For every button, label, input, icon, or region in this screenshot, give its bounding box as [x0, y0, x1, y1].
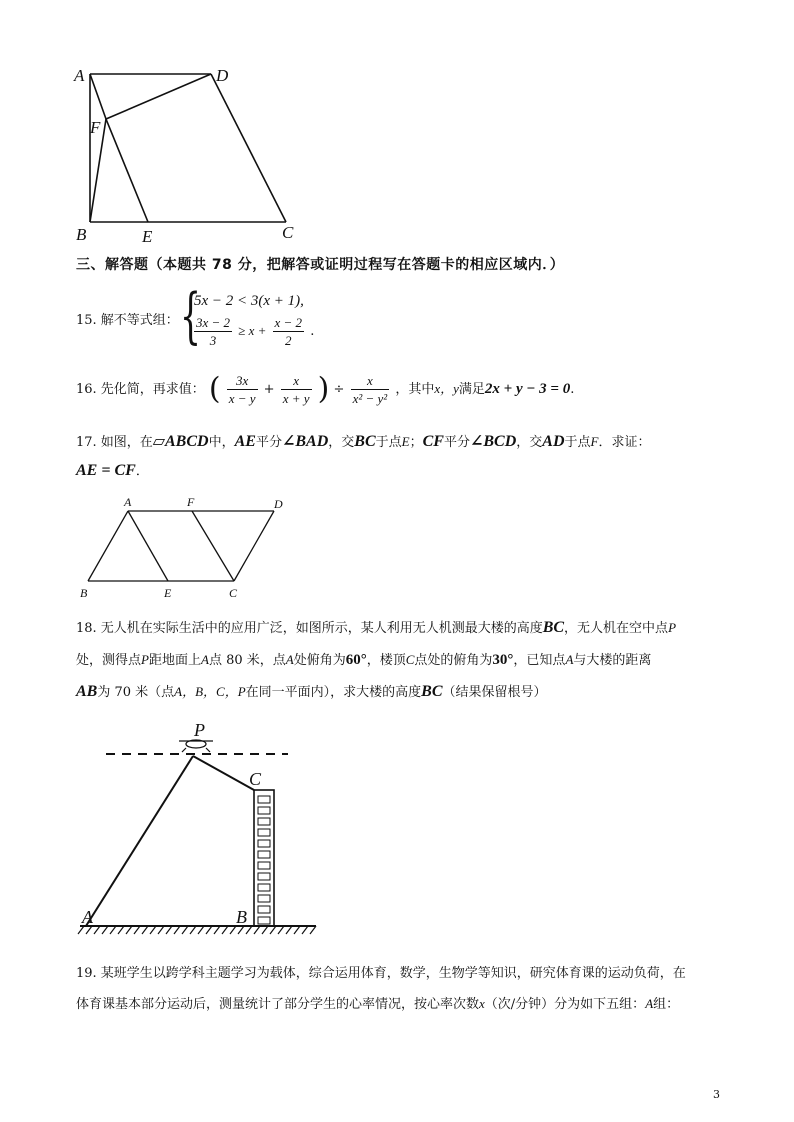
math-point: P: [141, 652, 149, 667]
math-angle: ∠BAD: [281, 433, 329, 450]
math-point: A: [565, 652, 574, 667]
figure-quadrilateral: [70, 62, 310, 247]
q15-line1: [194, 290, 304, 313]
label-F: F: [187, 495, 195, 509]
fraction: [273, 314, 305, 349]
math-point: C: [405, 652, 415, 667]
numerator: 3x − 2: [196, 315, 231, 330]
segment-AB: [88, 511, 128, 581]
text: ．求证：: [598, 435, 651, 450]
denominator: x² − y²: [352, 391, 388, 406]
math-group: A: [645, 996, 654, 1011]
math-angle: ∠BCD: [469, 433, 517, 450]
text: ，楼顶: [366, 653, 406, 668]
period: .: [310, 324, 315, 339]
question-19-line1: [76, 963, 746, 985]
text: 于点: [375, 435, 402, 450]
quadrilateral-svg: [70, 62, 310, 247]
numerator: x: [281, 372, 312, 390]
text: 在同一平面内），求大楼的高度: [245, 685, 422, 700]
question-18-line3: [76, 681, 736, 704]
math-conclusion: AE = CF: [76, 462, 136, 479]
question-18-line2: [76, 649, 746, 672]
math-ae: AE: [234, 433, 256, 450]
figure-parallelogram: [74, 494, 294, 606]
equation: 2x + y − 3 = 0: [484, 381, 571, 397]
math-points: A，B，C，P: [174, 684, 246, 699]
segment-DC: [234, 511, 274, 581]
period: ．: [135, 464, 149, 479]
text: 某班学生以跨学科主题学习为载体，综合运用体育，数学，生物学等知识，研究体育课的运动负荷，在: [100, 966, 686, 981]
text: 如图，在: [100, 435, 153, 450]
math-angle-30: 30°: [492, 652, 514, 668]
fraction: [351, 372, 390, 407]
question-number: 15.: [76, 313, 97, 328]
denominator: x − y: [228, 391, 256, 406]
line-PC: [193, 756, 254, 790]
math-point: F: [590, 434, 599, 449]
segment-AF: [90, 74, 106, 119]
question-17-conclusion: [76, 460, 149, 483]
text: 为 70 米（点: [97, 685, 175, 700]
label-E: E: [142, 227, 153, 246]
text: 无人机在实际生活中的应用广泛，如图所示，某人利用无人机测最大楼的高度: [100, 621, 543, 636]
variables: x，y: [434, 381, 459, 396]
denominator: x + y: [282, 391, 310, 406]
segment-FD: [106, 74, 211, 119]
text: 与大楼的距离: [573, 653, 652, 668]
math-bc: BC: [542, 619, 565, 636]
text: 点 80 米，点: [208, 653, 286, 668]
fraction: [194, 314, 232, 349]
label-C: C: [229, 586, 238, 600]
math-point: E: [401, 434, 410, 449]
text: ；: [409, 435, 423, 450]
math-point: P: [668, 620, 677, 635]
label-A: A: [74, 66, 85, 85]
label-F: F: [90, 118, 101, 137]
math-bc: BC: [354, 433, 376, 450]
question-prompt: 先化简，再求值：: [100, 382, 205, 397]
text: 处，测得点: [76, 653, 142, 668]
label-B: B: [76, 225, 87, 244]
q15-line2: [192, 314, 314, 349]
parallelogram-svg: [74, 494, 294, 606]
label-D: D: [274, 497, 283, 511]
condition-text: 满足: [458, 382, 485, 397]
text: 平分: [443, 435, 470, 450]
math-ab: AB: [76, 683, 98, 700]
line-PA: [86, 756, 193, 926]
math-cf: CF: [422, 433, 444, 450]
drone-icon: [179, 740, 213, 752]
question-19-line2: [76, 993, 746, 1016]
math-point: A: [285, 652, 294, 667]
segment-FC: [192, 511, 234, 581]
math-point: A: [200, 652, 209, 667]
paren-close: ): [317, 371, 330, 407]
question-16: [76, 372, 574, 407]
denominator: 3: [209, 333, 217, 348]
label-E: E: [164, 586, 172, 600]
text: ，交: [328, 435, 355, 450]
segment-FE: [106, 119, 148, 222]
text: 距地面上: [148, 653, 201, 668]
inequality-2-middle: ≥ x +: [238, 323, 267, 338]
question-15: [76, 310, 179, 332]
period: .: [570, 382, 575, 397]
text: 体育课基本部分运动后，测量统计了部分学生的心率情况，按心率次数: [76, 997, 480, 1012]
label-D: D: [216, 66, 229, 85]
divide-sign: ÷: [333, 382, 345, 397]
text: 处俯角为: [293, 653, 346, 668]
text: 于点: [564, 435, 591, 450]
question-prompt: 解不等式组：: [100, 313, 179, 328]
text: ，交: [516, 435, 543, 450]
math-parallelogram: ▱ABCD: [152, 433, 209, 450]
label-C: C: [282, 223, 294, 242]
label-A: A: [82, 907, 93, 927]
math-angle-60: 60°: [345, 652, 367, 668]
inequality-1: 5x − 2 < 3(x + 1),: [194, 293, 304, 309]
text: （次/分钟）分为如下五组：: [484, 997, 646, 1012]
system-brace: {: [180, 281, 202, 351]
question-18-line1: [76, 617, 736, 640]
label-A: A: [124, 495, 132, 509]
question-number: 19.: [76, 966, 97, 981]
figure-drone-building: [76, 722, 326, 942]
text: 中，: [208, 435, 235, 450]
label-C: C: [249, 769, 262, 789]
ground-hatching: [78, 926, 316, 934]
fraction: [281, 372, 312, 407]
text: （结果保留根号）: [442, 685, 547, 700]
segment-DC: [211, 74, 286, 222]
math-variable: x: [479, 996, 485, 1011]
math-ad: AD: [542, 433, 565, 450]
question-17: [76, 431, 726, 454]
plus-sign: +: [263, 382, 275, 397]
segment-AE: [128, 511, 168, 581]
paren-open: (: [208, 371, 221, 407]
page-number: 3: [713, 1088, 720, 1101]
math-bc: BC: [421, 683, 443, 700]
text: ，无人机在空中点: [564, 621, 669, 636]
question-number: 16.: [76, 382, 97, 397]
text: 平分: [255, 435, 282, 450]
text: ，已知点: [513, 653, 566, 668]
question-number: 17.: [76, 435, 97, 450]
section-heading: 三、解答题（本题共 78 分，把解答或证明过程写在答题卡的相应区域内．）: [76, 257, 565, 273]
numerator: 3x: [227, 372, 258, 390]
label-B: B: [80, 586, 88, 600]
drone-svg: [76, 722, 326, 942]
label-B: B: [236, 907, 247, 927]
text: 点处的俯角为: [414, 653, 493, 668]
condition-text: ，其中: [395, 382, 435, 397]
numerator: x − 2: [274, 315, 303, 330]
numerator: x: [351, 372, 390, 390]
denominator: 2: [285, 333, 292, 348]
text: 组：: [653, 997, 680, 1012]
label-P: P: [194, 720, 205, 740]
question-number: 18.: [76, 621, 97, 636]
fraction: [227, 372, 258, 407]
